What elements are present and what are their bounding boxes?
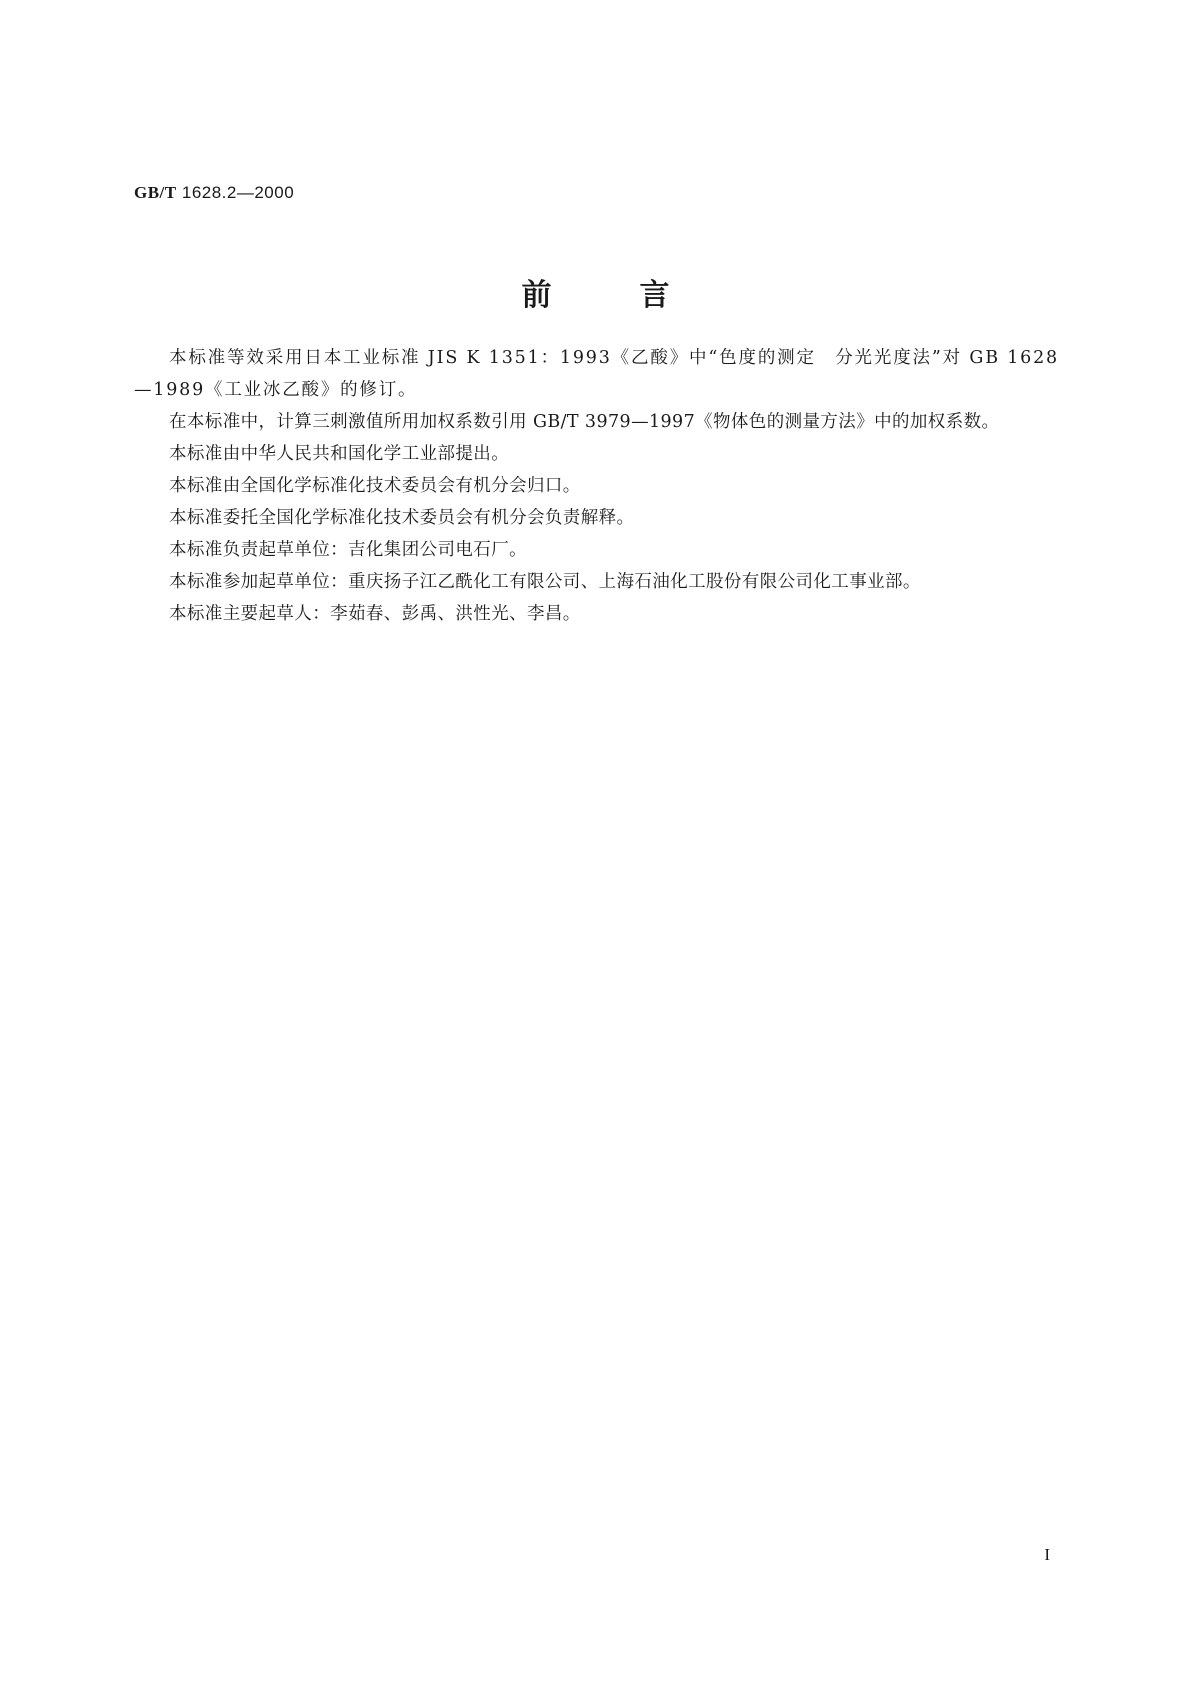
foreword-body (134, 342, 1059, 630)
page-title (0, 270, 1191, 314)
paragraph-main-drafters: 本标准主要起草人：李茹春、彭禹、洪性光、李昌。 (169, 604, 581, 624)
paragraph-equivalence: 本标准等效采用日本工业标准 JIS K 1351：1993《乙酸》中“色度的测定 分光光度法”对 GB 1628—1989《工业冰乙酸》的修订。 (134, 348, 1059, 400)
paragraph-proposer: 本标准由中华人民共和国化学工业部提出。 (169, 444, 510, 464)
paragraph-interpretation: 本标准委托全国化学标准化技术委员会有机分会负责解释。 (169, 508, 635, 528)
title-char-1: 前 (521, 278, 552, 313)
paragraph-centralized-by: 本标准由全国化学标准化技术委员会有机分会归口。 (169, 476, 581, 496)
standard-number-header (134, 183, 294, 203)
page-number: I (1044, 1545, 1050, 1564)
standard-number: 1628.2—2000 (181, 183, 295, 202)
paragraph-participating-units: 本标准参加起草单位：重庆扬子江乙酰化工有限公司、上海石油化工股份有限公司化工事业部。 (169, 572, 921, 592)
standard-code: GB/T (134, 183, 177, 202)
paragraph-weighting-coefficients: 在本标准中，计算三刺激值所用加权系数引用 GB/T 3979—1997《物体色的测量方法》中的加权系数。 (169, 412, 1000, 432)
paragraph-drafting-unit: 本标准负责起草单位：吉化集团公司电石厂。 (169, 540, 527, 560)
title-char-2: 言 (639, 278, 670, 313)
